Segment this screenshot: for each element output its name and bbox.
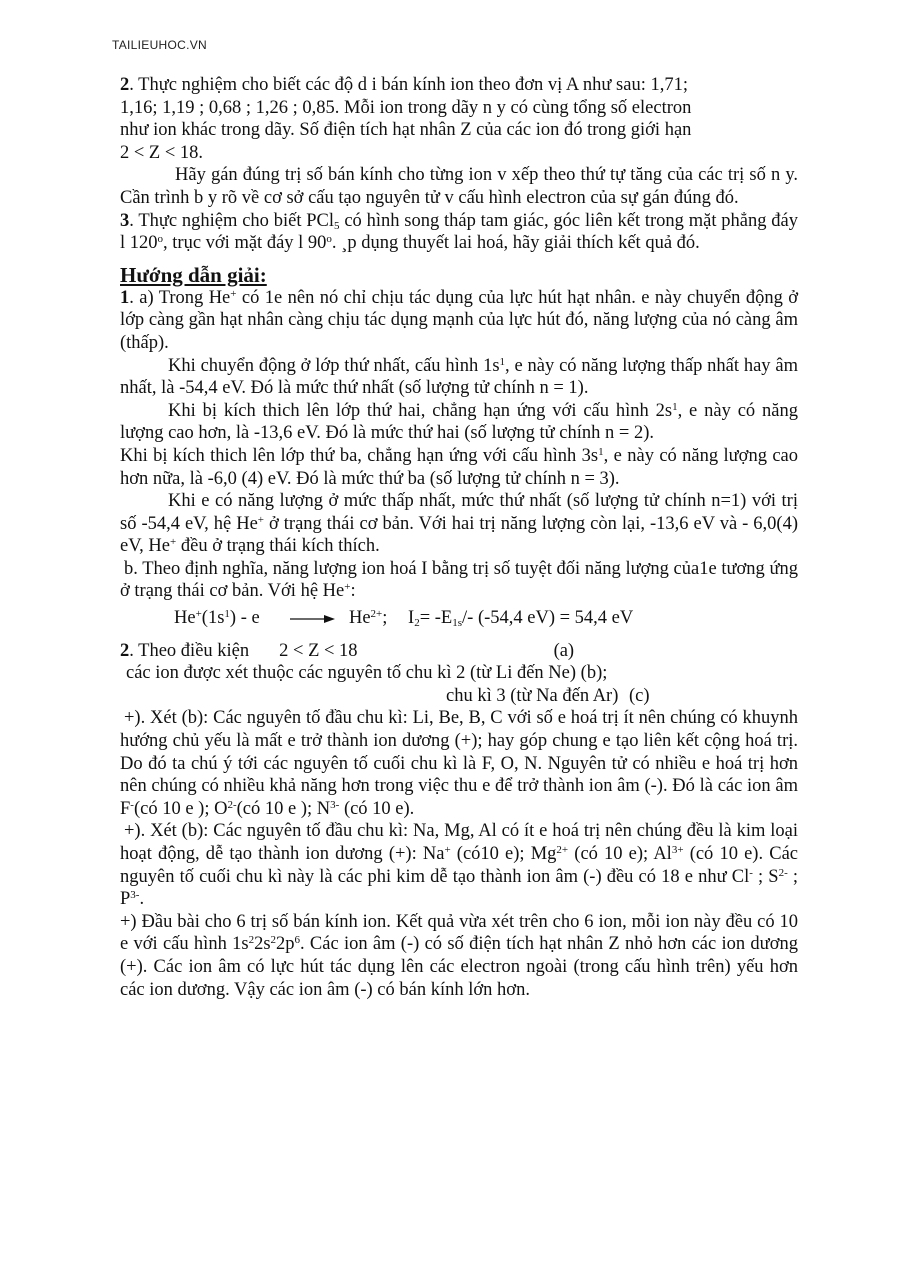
site-watermark: TAILIEUHOC.VN — [112, 38, 208, 52]
answer-1-level3: Khi bị kích thich lên lớp thứ ba, chẳng hạn ứng với cấu hình $3s^1$, e này có năng lượng cao hơn nữa, là -6,0 (4) eV. Đó là mức thứ ba (số lượng tử chính n = 3). — [120, 445, 798, 489]
answer-1-states: Khi e có năng lượng ở mức thấp nhất, mức thứ nhất (số lượng tử chính n=1) với trị số -54,4 eV, hệ He+ ở trạng thái cơ bản. Với hai trị năng lượng còn lại, -13,6 eV và - 6,0(4) eV, He+ đều ở trạng thái kích thích. — [120, 491, 798, 557]
answer-2-conclusion: +) Đầu bài cho 6 trị số bán kính ion. Kết quả vừa xét trên cho 6 ion, mỗi ion này đều có 10 e với cấu hình $1s^22s^22p^6$. Các ion âm (-) có số điện tích hạt nhân Z nhỏ hơn các ion dương (+). Các ion âm có lực hút tác dụng lên các electron ngoài (trong cấu hình trên) yếu hơn các ion dương. Vậy các ion âm (-) có bán kính lớn hơn. — [120, 911, 798, 1000]
document-page — [120, 74, 798, 1001]
question-2-task: Hãy gán đúng trị số bán kính cho từng ion v xếp theo thứ tự tăng của các trị số n y. Cần trình b y rõ về cơ sở cấu tạo nguyên tử v cấu hình electron của sự gán đúng đó. — [120, 165, 799, 208]
answer-2-period3-analysis: +). Xét (b): Các nguyên tố đầu chu kì: Na, Mg, Al có ít e hoá trị nên chúng đều là kim loại hoạt động, dễ tạo thành ion dương (+): Na+ (có10 e); $Mg^{2+}$ (có 10 e); $Al^{3+}$ (có 10 e). Các nguyên tố cuối chu kì này là các phi kim dễ tạo thành ion âm (-) đều có 18 e như Cl- ; $S^{2-}$ ; $P^{3-}$. — [120, 821, 798, 910]
answer-2-period2: các ion được xét thuộc các nguyên tố chu kì 2 (từ Li đến Ne) (b); — [126, 663, 608, 684]
reaction-arrow-icon — [290, 614, 336, 624]
question-3: 3. Thực nghiệm cho biết PCl$_5$ có hình song tháp tam giác, góc liên kết trong mặt phẳng đáy l 120$^o$, trục với mặt đáy l 90$^o$. ¸p dụng thuyết lai hoá, hãy giải thích kết quả đó. — [120, 210, 798, 254]
answer-2-period3: chu kì 3 (từ Na đến Ar) (c) — [446, 685, 650, 706]
answer-1a: 1. a) Trong He+ có 1e nên nó chỉ chịu tác dụng của lực hút hạt nhân. e này chuyển động ở lớp càng gần hạt nhân càng chịu tác dụng mạnh của lực hút đó, năng lượng của nó càng âm (thấp). — [120, 287, 799, 353]
answer-1-level1: Khi chuyển động ở lớp thứ nhất, cấu hình $1s^1$, e này có năng lượng thấp nhất hay âm nhất, là -54,4 eV. Đó là mức thứ nhất (số lượng tử chính n = 1). — [120, 355, 798, 399]
answer-2-condition: 2. Theo điều kiện 2 < Z < 18 (a) — [120, 640, 575, 661]
answer-1-level2: Khi bị kích thich lên lớp thứ hai, chẳng hạn ứng với cấu hình $2s^1$, e này có năng lượng cao hơn, là -13,6 eV. Đó là mức thứ hai (số lượng tử chính n = 2). — [120, 400, 798, 444]
question-2: 2. Thực nghiệm cho biết các độ d i bán kính ion theo đơn vị A như sau: 1,71; 1,16; 1,19 ; 0,68 ; 1,26 ; 0,85. Mỗi ion trong dãy n y có cùng tổng số electron như ion khác trong dãy. Số điện tích hạt nhân Z của các ion đó trong giới hạn 2 < Z < 18. — [120, 75, 692, 163]
solution-heading: Hướng dẫn giải: — [120, 262, 267, 287]
answer-1b: b. Theo định nghĩa, năng lượng ion hoá I bằng trị số tuyệt đối năng lượng của1e tương ứng ở trạng thái cơ bản. Với hệ He+: — [120, 558, 798, 602]
answer-2-period2-analysis: +). Xét (b): Các nguyên tố đầu chu kì: Li, Be, B, C với số e hoá trị ít nên chúng có khuynh hướng chủ yếu là mất e trở thành ion dương (+); hay góp chung e tạo liên kết cộng hoá trị. Do đó ta chú ý tới các nguyên tố cuối chu kì là F, O, N. Nguyên tử có nhiều e hoá trị hơn nên chúng có nhiều khả năng hơn trong việc thu e để trở thành ion âm (-). Đó là các ion âm F-(có 10 e ); $O^{2-}(có$ 10 e ); $N^{3-}$ (có 10 e). — [120, 708, 798, 819]
ionization-equation: $He^+(1s^1)$ - e $He^{2+}$; $I_2= -E_{1s}/-$ (-54,4 eV) = 54,4 eV — [174, 608, 634, 630]
